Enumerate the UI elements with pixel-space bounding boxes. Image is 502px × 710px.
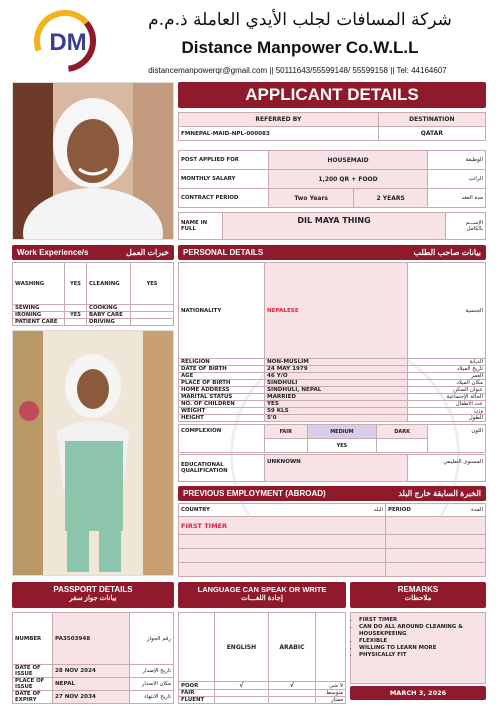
experience-skill-value <box>131 312 174 319</box>
passport-row <box>13 691 174 704</box>
passport-title-ar: بيانات جواز سفر <box>69 595 117 602</box>
personal-label-ar: الجنسية <box>408 263 486 359</box>
experience-skill: SEWING <box>13 305 65 312</box>
work-experience-title <box>12 245 174 260</box>
experience-skill-value: YES <box>65 312 87 319</box>
language-title-ar: إجادة اللغـــات <box>241 595 283 602</box>
personal-details-title <box>178 245 486 260</box>
personal-value: 59 KLS <box>265 408 408 415</box>
experience-row <box>13 263 174 305</box>
previous-employment-title-en: PREVIOUS EMPLOYMENT (ABROAD) <box>183 489 326 498</box>
referred-by-label: REFERRED BY <box>179 113 379 127</box>
passport-label: DATE OF EXPIRY <box>13 691 53 704</box>
personal-row <box>179 359 486 366</box>
company-logo <box>32 8 102 74</box>
experience-skill-value <box>65 305 87 312</box>
language-arabic-mark <box>268 690 315 697</box>
remark-item: • PHYSICALLY FIT <box>359 652 485 659</box>
previous-employment-title-ar: الخبرة السابقة خارج البلد <box>398 489 481 498</box>
remarks-list <box>351 617 485 659</box>
passport-label-ar: تاريخ الإصدار <box>130 665 174 678</box>
passport-label-ar: رقم الجواز <box>130 613 174 665</box>
experience-skill-value: YES <box>65 263 87 305</box>
language-english-mark <box>215 690 269 697</box>
experience-row <box>13 319 174 326</box>
full-name-value: DIL MAYA THING <box>223 213 446 240</box>
remark-item: • CAN DO ALL AROUND CLEANING & HOUSEKPEEING <box>359 624 485 638</box>
experience-skill-value: YES <box>131 263 174 305</box>
personal-value: 5'0 <box>265 415 408 422</box>
country-label-ar: البلد <box>219 504 386 517</box>
post-value: HOUSEMAID <box>269 151 428 170</box>
company-contact: distancemanpowerqr@gmail.com || 50111643/55599148/ 55599158 || Tel: 44164607 <box>148 66 447 75</box>
personal-value: NEPALESE <box>265 263 408 359</box>
passport-row <box>13 665 174 678</box>
personal-label: HEIGHT <box>179 415 265 422</box>
experience-skill: PATIENT CARE <box>13 319 65 326</box>
personal-label: DATE OF BIRTH <box>179 366 265 373</box>
personal-label: RELIGION <box>179 359 265 366</box>
language-col-arabic: ARABIC <box>268 613 315 682</box>
personal-value: 46 Y/O <box>265 373 408 380</box>
remarks-title-ar: ملاحظات <box>404 595 432 602</box>
personal-label-ar: عدد الاطفال <box>408 401 486 408</box>
experience-skill-value <box>131 305 174 312</box>
personal-label-ar: مكان الميلاد <box>408 380 486 387</box>
remark-item: • WILLING TO LEARN MORE <box>359 645 485 652</box>
remarks-title-en: REMARKS <box>397 585 439 594</box>
personal-value: 24 MAY 1979 <box>265 366 408 373</box>
personal-row <box>179 408 486 415</box>
language-english-mark <box>215 697 269 704</box>
passport-label-ar: تاريخ الانتهاء <box>130 691 174 704</box>
passport-label: NUMBER <box>13 613 53 665</box>
personal-label-ar: العمر <box>408 373 486 380</box>
passport-value: 27 NOV 2034 <box>53 691 130 704</box>
language-level: FAIR <box>179 690 215 697</box>
passport-label: PLACE OF ISSUE <box>13 678 53 691</box>
personal-label-ar: عنوان السكن <box>408 387 486 394</box>
destination-label: DESTINATION <box>378 113 485 127</box>
personal-row <box>179 380 486 387</box>
country-label: COUNTRY <box>179 504 219 517</box>
language-level: FLUENT <box>179 697 215 704</box>
personal-label-ar: الديانة <box>408 359 486 366</box>
passport-value: 28 NOV 2024 <box>53 665 130 678</box>
contract-label: CONTRACT PERIOD <box>179 189 269 208</box>
personal-label: MARITAL STATUS <box>179 394 265 401</box>
personal-row <box>179 373 486 380</box>
period-label-ar: المدة <box>426 504 486 517</box>
personal-label: WEIGHT <box>179 408 265 415</box>
personal-value: YES <box>265 401 408 408</box>
personal-value: SINDHULI, NEPAL <box>265 387 408 394</box>
personal-value: MARRIED <box>265 394 408 401</box>
personal-label: AGE <box>179 373 265 380</box>
work-experience-table <box>12 262 174 326</box>
applicant-details-title: APPLICANT DETAILS <box>178 82 486 108</box>
passport-title <box>12 582 174 608</box>
contract-value: 2 YEARS <box>354 189 428 208</box>
experience-skill-value <box>131 319 174 326</box>
personal-row <box>179 387 486 394</box>
personal-row <box>179 366 486 373</box>
language-row <box>179 690 346 697</box>
experience-skill: WASHING <box>13 263 65 305</box>
complexion-mark: YES <box>307 439 377 453</box>
language-row <box>179 682 346 690</box>
language-level-ar: لا شي <box>316 682 346 690</box>
language-header-row <box>179 613 346 682</box>
personal-row <box>179 401 486 408</box>
remarks-box <box>350 612 486 684</box>
post-label: POST APPLIED FOR <box>179 151 269 170</box>
language-title <box>178 582 346 608</box>
remark-item: • FIRST TIMER <box>359 617 485 624</box>
complexion-medium: MEDIUM <box>307 425 377 439</box>
work-experience-title-ar: خبرات العمل <box>126 248 169 257</box>
previous-employment-title <box>178 486 486 501</box>
experience-skill: BABY CARE <box>87 312 131 319</box>
language-arabic-mark <box>268 697 315 704</box>
complexion-label-ar: اللون <box>428 425 486 453</box>
post-label-ar: الوظيفة <box>428 151 486 170</box>
personal-details-title-ar: بيانات صاحب الطلب <box>413 248 481 257</box>
language-row <box>179 697 346 704</box>
passport-row <box>13 613 174 665</box>
personal-label-ar: تاريخ الميلاد <box>408 366 486 373</box>
svg-text:DM: DM <box>49 29 87 56</box>
personal-label: HOME ADDRESS <box>179 387 265 394</box>
reference-number: FMNEPAL-MAID-NPL-000083 <box>179 127 379 141</box>
experience-skill-value <box>65 319 87 326</box>
language-arabic-mark: √ <box>268 682 315 690</box>
complexion-label: COMPLEXION <box>179 425 265 453</box>
salary-label: MONTHLY SALARY <box>179 170 269 189</box>
education-label-ar: المستوى التعليمي <box>408 455 486 482</box>
language-title-en: LANGUAGE CAN SPEAK OR WRITE <box>197 585 327 594</box>
personal-label-ar: الحالة الإجتماعية <box>408 394 486 401</box>
personal-value: SINDHULI <box>265 380 408 387</box>
company-name-arabic: شركة المسافات لجلب الأيدي العاملة ذ.م.م <box>148 10 452 30</box>
personal-label: NATIONALITY <box>179 263 265 359</box>
experience-skill: CLEANING <box>87 263 131 305</box>
full-name-label-ar: الإســـم بالكامل <box>446 213 486 240</box>
salary-label-ar: الراتب <box>428 170 486 189</box>
passport-label: DATE OF ISSUE <box>13 665 53 678</box>
contract-label-ar: مدة العقد <box>428 189 486 208</box>
personal-row <box>179 263 486 359</box>
previous-employment-entry: FIRST TIMER <box>179 517 386 535</box>
experience-skill: COOKING <box>87 305 131 312</box>
experience-skill: IRONING <box>13 312 65 319</box>
language-level-ar: ممتاز <box>316 697 346 704</box>
experience-row <box>13 305 174 312</box>
personal-value: NON-MUSLIM <box>265 359 408 366</box>
period-label: PERIOD <box>386 504 426 517</box>
personal-label-ar: وزن <box>408 408 486 415</box>
experience-skill: DRIVING <box>87 319 131 326</box>
language-level: POOR <box>179 682 215 690</box>
personal-details-title-en: PERSONAL DETAILS <box>183 248 264 257</box>
passport-row <box>13 678 174 691</box>
remarks-title <box>350 582 486 608</box>
salary-value: 1,200 QR + FOOD <box>269 170 428 189</box>
destination-value: QATAR <box>378 127 485 141</box>
document-date: MARCH 3, 2026 <box>350 686 486 700</box>
full-name-label: NAME IN FULL <box>179 213 223 240</box>
company-name-english: Distance Manpower Co.W.L.L <box>181 38 419 57</box>
applicant-photo-full <box>12 330 174 576</box>
education-label: EDUCATIONAL QUALIFICATION <box>179 455 265 482</box>
personal-label: NO. OF CHILDREN <box>179 401 265 408</box>
experience-row <box>13 312 174 319</box>
language-english-mark: √ <box>215 682 269 690</box>
remark-item: • FLEXIBLE <box>359 638 485 645</box>
passport-value: PA3503948 <box>53 613 130 665</box>
personal-label-ar: الطول <box>408 415 486 422</box>
work-experience-title-en: Work Experience/s <box>17 248 89 257</box>
personal-row <box>179 415 486 422</box>
applicant-photo-portrait <box>12 82 174 240</box>
passport-table <box>12 612 174 704</box>
complexion-dark: DARK <box>377 425 428 439</box>
language-level-ar: متوسط <box>316 690 346 697</box>
personal-label: PLACE OF BIRTH <box>179 380 265 387</box>
contract-years: Two Years <box>269 189 354 208</box>
personal-details-table <box>178 262 486 422</box>
complexion-fair: FAIR <box>265 425 308 439</box>
personal-row <box>179 394 486 401</box>
passport-title-en: PASSPORT DETAILS <box>53 585 133 594</box>
passport-value: NEPAL <box>53 678 130 691</box>
language-table <box>178 612 346 704</box>
passport-label-ar: مكان الاصدار <box>130 678 174 691</box>
education-value: UNKNOWN <box>265 455 408 482</box>
language-col-english: ENGLISH <box>215 613 269 682</box>
